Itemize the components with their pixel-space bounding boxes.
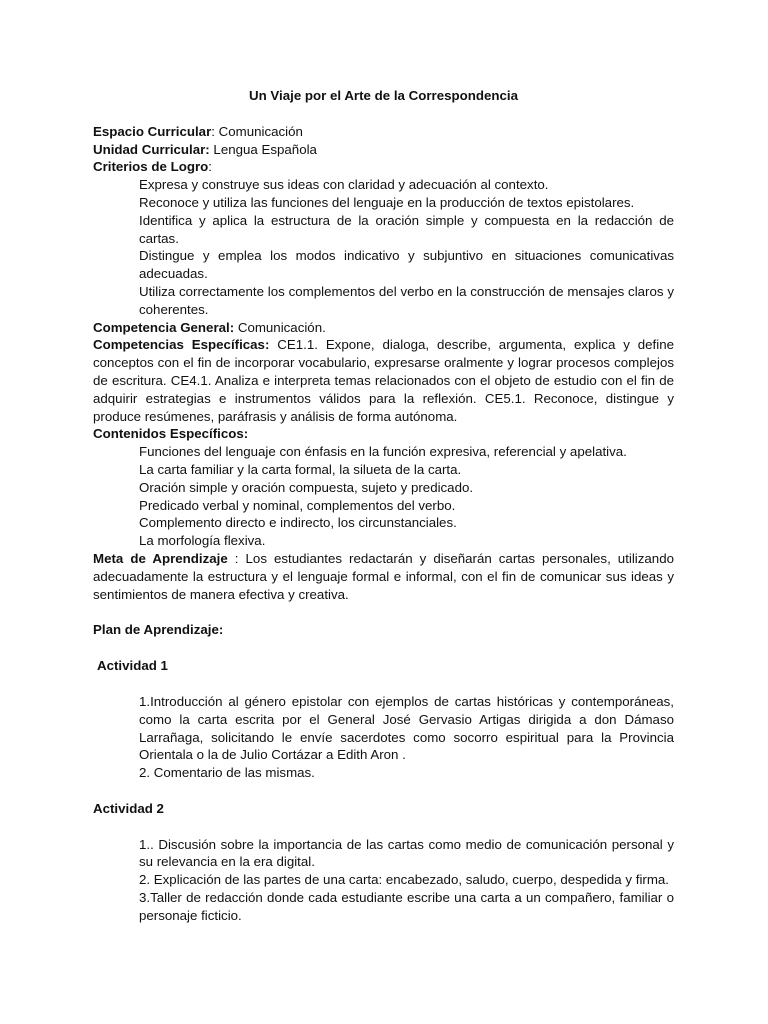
competencias-especificas	[93, 336, 674, 425]
actividad-2-label: Actividad 2	[93, 800, 164, 816]
espacio-curricular	[93, 123, 674, 141]
spacer	[93, 675, 674, 693]
unidad-label: Unidad Curricular:	[93, 141, 210, 157]
actividad-1-heading	[93, 657, 674, 675]
contenido-item: Oración simple y oración compuesta, sujeto y predicado.	[139, 479, 474, 495]
criterios-heading	[93, 158, 674, 176]
meta-aprendizaje	[93, 550, 674, 603]
competencias-especificas-value: CE1.1. Expone, dialoga, describe, argumenta, explica y define conceptos con el fin de incorporar vocabulario, expresarse oralmente y lograr procesos complejos de escritura. CE4.1. Analiza e interpreta temas relacionados con el objeto de estudio con el fin de adquirir estrategias e instrumentos válidos para la reflexión. CE5.1. Reconoce, distingue y produce resúmenes, paráfrasis y análisis de forma autónoma.	[93, 337, 674, 424]
unidad-curricular	[93, 141, 674, 159]
plan-label: Plan de Aprendizaje:	[93, 622, 224, 638]
competencia-general	[93, 319, 674, 337]
spacer	[93, 818, 674, 836]
actividad-2-item: 2. Explicación de las partes de una carta: encabezado, saludo, cuerpo, despedida y firma.	[139, 872, 669, 888]
actividad-2-item: 1.. Discusión sobre la importancia de las cartas como medio de comunicación personal y su relevancia en la era digital.	[139, 836, 674, 870]
competencia-general-value: Comunicación.	[234, 319, 326, 335]
contenidos-heading	[93, 425, 674, 443]
contenido-item: La morfología flexiva.	[139, 533, 266, 549]
actividad-2-item: 3.Taller de redacción donde cada estudiante escribe una carta a un compañero, familiar o personaje ficticio.	[139, 890, 674, 923]
meta-label: Meta de Aprendizaje	[93, 550, 228, 566]
contenido-item: Complemento directo e indirecto, los circunstanciales.	[139, 515, 457, 531]
criterio-item: Identifica y aplica la estructura de la oración simple y compuesta en la redacción de cartas.	[139, 212, 674, 246]
contenido-item: Predicado verbal y nominal, complementos del verbo.	[139, 497, 456, 513]
actividad-1-item: 1.Introducción al género epistolar con ejemplos de cartas históricas y contemporáneas, como la carta escrita por el General José Gervasio Artigas dirigida a don Dámaso Larrañaga, solicitando le envíe sacerdotes como socorro espiritual para la Provincia Orientala o la de Julio Cortázar a Edith Aron .	[139, 693, 674, 763]
criterio-item: Reconoce y utiliza las funciones del lenguaje en la producción de textos epistolares.	[139, 194, 635, 210]
criterio-item: Utiliza correctamente los complementos del verbo en la construcción de mensajes claros y coherentes.	[139, 283, 674, 317]
competencias-especificas-label: Competencias Específicas:	[93, 337, 270, 353]
contenido-item: Funciones del lenguaje con énfasis en la función expresiva, referencial y apelativa.	[139, 444, 627, 460]
unidad-value: Lengua Española	[209, 141, 317, 157]
espacio-value: : Comunicación	[211, 123, 303, 139]
actividad-2-list	[93, 836, 674, 925]
espacio-label: Espacio Curricular	[93, 123, 212, 139]
actividad-1-list	[93, 693, 674, 782]
page-title: Un Viaje por el Arte de la Correspondencia	[249, 88, 518, 103]
meta-value: : Los estudiantes redactarán y diseñarán cartas personales, utilizando adecuadamente la estructura y el lenguaje formal e informal, con el fin de comunicar sus ideas y sentimientos de manera efectiva y creativa.	[93, 550, 674, 602]
contenidos-label: Contenidos Específicos:	[93, 426, 249, 442]
criterio-item: Expresa y construye sus ideas con claridad y adecuación al contexto.	[139, 177, 549, 193]
spacer	[93, 639, 674, 657]
criterios-suffix: :	[208, 159, 212, 175]
actividad-1-item: 2. Comentario de las mismas.	[139, 765, 315, 781]
spacer	[93, 603, 674, 621]
spacer	[93, 782, 674, 800]
competencia-general-label: Competencia General:	[93, 319, 235, 335]
criterios-list	[93, 176, 674, 318]
criterios-label: Criterios de Logro	[93, 159, 209, 175]
contenidos-list	[93, 443, 674, 550]
contenido-item: La carta familiar y la carta formal, la silueta de la carta.	[139, 461, 462, 477]
actividad-1-label: Actividad 1	[97, 658, 168, 674]
plan-heading	[93, 621, 674, 639]
criterio-item: Distingue y emplea los modos indicativo y subjuntivo en situaciones comunicativas adecuadas.	[139, 248, 674, 282]
actividad-2-heading	[93, 800, 674, 818]
